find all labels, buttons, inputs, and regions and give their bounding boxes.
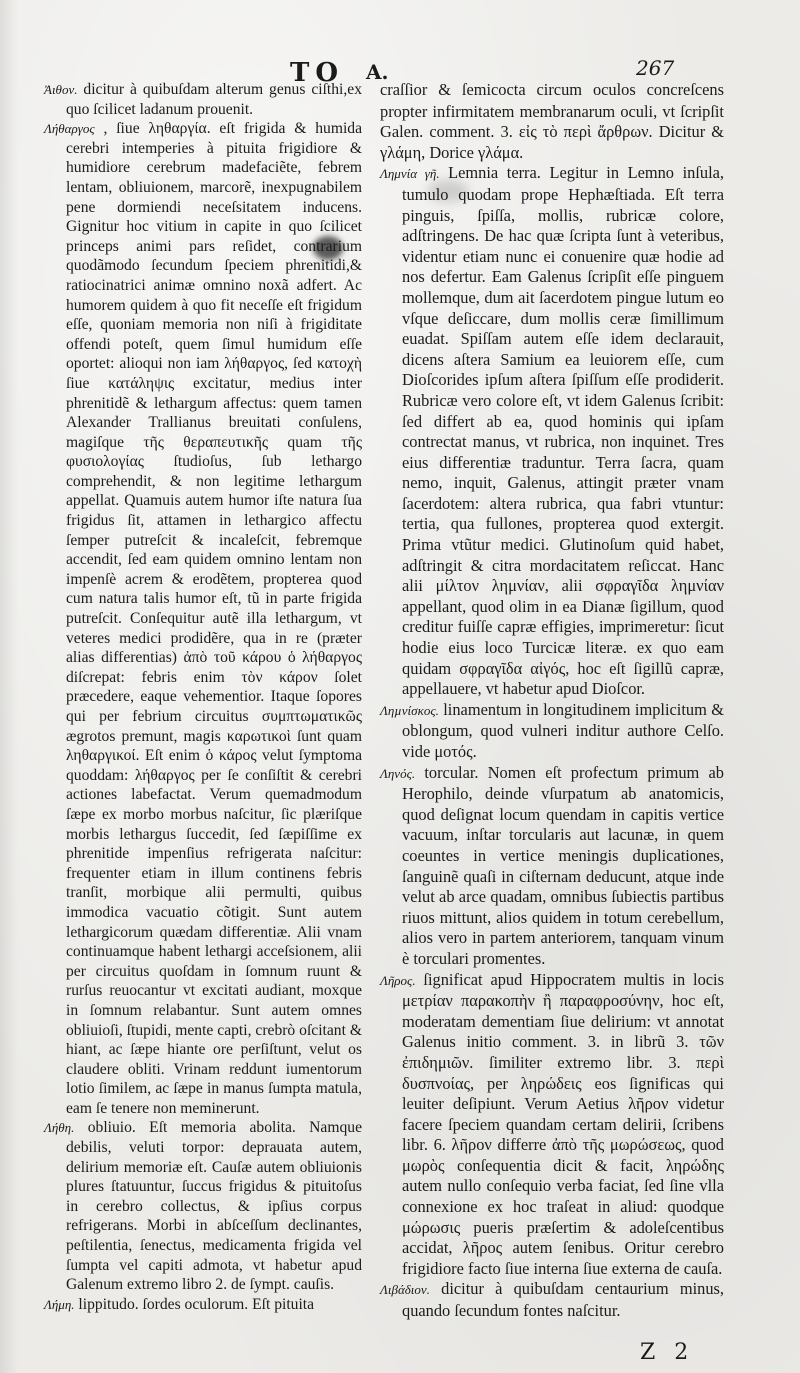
dictionary-entry (44, 80, 362, 119)
entry-headword: Λῆρος. (380, 972, 416, 988)
entry-headword: Λημνία γῆ. (380, 166, 440, 182)
dictionary-entry-continued (380, 80, 724, 163)
entry-headword: Ληνός. (380, 765, 416, 781)
entry-text: , ſiue ληθαργία. eſt frigida & humida cerebri intemperies à pituita frigidiore & humidiore cerebrum madefaciẽte, febrem lentam, obliuionem, marcorẽ, inexpugnabilem pene dormiendi neceſsitatem inducens. Gignitur hoc vitium in capite in quo ſcilicet princeps animi pars reſidet, contrarium quodãmodo ſecundum ſpeciem phrenitidi,& ratiocinatrici animæ omnino noxã adfert. Ac humorem quidem à quo fit neceſſe eſt frigidum eſſe, quoniam memoria non niſi à frigiditate offendi poteſt, quem ſimul humidum eſſe oportet: alioqui non iam λήθαργος, ſed κατοχὴ ſiue κατάληψις excitatur, medius inter phrenitidẽ & lethargum affectus: quem tamen Alexander Trallianus breuitati conſulens, magiſque τῆς θεραπευτικῆς quam τῆς φυσιολογίας ſtudioſus, ſub lethargo comprehendit, & non legitime lethargum appellat. Quamuis autem humor iſte natura ſua frigidus ſit, attamen in lethargico affectu ſemper putreſcit & incaleſcit, febremque accendit, ſed eam quidem omnino lentam non impenſè acrem & erodẽtem, propterea quod cum natura talis humor eſt, tũ in parte frigida putreſcit. Conſequitur autẽ illa lethargum, vt veteres medici prodidẽre, qua in re (præter alias differentias) ἀπὸ τοῦ κάρου ὁ λήθαργος diſcrepat: febris enim τὸν κάρον ſolet præcedere, eaque vehementior. Itaque ſopores qui per febrium circuitus συμπτωματικῶς ægrotos premunt, magis καρωτικοὶ ſunt quam ληθαργικοί. Eſt enim ὁ κάρος velut ſymptoma quoddam: λήθαργος per ſe conſiſtit & cerebri actiones labefactat. Verum quemadmodum ſæpe ex morbo morbus naſcitur, ſic plæriſque morbis lethargus ſuccedit, ſed ſæpiſſime ex phrenitide impenſius refrigerata naſcitur: frequenter etiam in illum continens febris tranſit, morbique alii permulti, quibus immodica vacuatio cõtigit. Sunt autem lethargicorum quædam differentiæ. Alii vnam continuamque habent lethargi acceſsionem, alii per circuitus quoſdam in ſomnum ruunt & rurſus reuocantur vt excitati audiant, moxque in ſomnum relabantur. Sunt autem omnes obliuioſi, ſtupidi, mente capti, crebrò oſcitant & hiant, ac ſæpe hiante ore perſiſtunt, velut os claudere obliti. Vrinam reddunt iumentorum lotio ſimilem, ac ſæpe in manus ſumpta matula, eam ſe tenere non meminerunt. (66, 120, 362, 1117)
entry-text: linamentum in longitudinem implicitum & oblongum, quod vulneri inditur authore Celſo. vide μοτός. (402, 699, 724, 761)
dictionary-entry (44, 1295, 362, 1315)
page-edge-shadow (0, 0, 18, 1373)
right-column (380, 80, 724, 1322)
dictionary-entry (380, 1279, 724, 1321)
dictionary-entry (380, 163, 724, 699)
dictionary-entry (380, 763, 724, 970)
entry-text: craſſior & ſemicocta circum oculos concreſcens propter infirmitatem membranarum oculi, vt ſcripſit Galen. comment. 3. εἰς τὸ περὶ ἄρθρων. Dicitur & γλάμη, Dorice γλάμα. (380, 80, 724, 162)
running-head-letter: A. (366, 60, 389, 84)
left-column (44, 80, 362, 1314)
entry-text: obliuio. Eſt memoria abolita. Namque debilis, veluti torpor: deprauata autem, delirium memoriæ eſt. Cauſæ autem obliuionis plures ſtatuuntur, ſuccus frigidus & pituitoſus in cerebro collectus, & ipſius corpus refrigerans. Morbi in abſceſſum declinantes, peſtilentia, ſenectus, medicamenta frigida vel ſumpta vel capiti admota, vt habetur apud Galenum extremo libro 2. de ſympt. cauſis. (66, 1119, 362, 1294)
dictionary-entry (44, 1118, 362, 1294)
entry-headword: Λήθαργος (44, 121, 95, 137)
entry-headword: Λιβάδιον. (380, 1282, 430, 1298)
dictionary-entry (44, 119, 362, 1118)
entry-headword: Ληµνίσκος. (380, 702, 439, 718)
entry-headword: Λήμη. (44, 1296, 75, 1312)
running-head-left: TO (290, 58, 344, 88)
dictionary-entry (380, 970, 724, 1280)
entry-headword: Λήθη. (44, 1120, 75, 1136)
entry-text: dicitur à quibuſdam alterum genus ciſthi,ex quo ſcilicet ladanum prouenit. (66, 81, 362, 118)
entry-text: dicitur à quibuſdam centaurium minus, quando ſecundum fontes naſcitur. (402, 1279, 724, 1321)
dictionary-entry (380, 700, 724, 763)
page-number: 267 (636, 56, 675, 80)
entry-text: Lemnia terra. Legitur in Lemno inſula, tumulo quodam prope Hephæſtiada. Eſt terra pinguis, ſpiſſa, mollis, rubricæ colore, adſtringens. De hac quæ ſcripta ſunt à veteribus, videntur etiam nunc ei conuenire quæ hodie ad nos defertur. Eam Galenus ſcripſit eſſe pinguem mollemque, dum ait ſacerdotem pingue lutum eo vſque deſiccare, dum mollis ceræ ſimillimum euadat. Spiſſam autem eſſe idem declarauit, dicens aſtera Samium ea leuiorem eſſe, cum Dioſcorides ipſum aſtera ſpiſſum eſſe prodiderit. Rubricæ vero colore eſt, vt idem Galenus ſcribit: ſed differt ab ea, quod hominis qui ipſam contrectat manus, vt rubrica, non inquinet. Tres eius differentiæ traduntur. Terra ſacra, quam nemo, inquit, Galenus, attingit præter vnam ſacerdotem: altera rubrica, qua fabri vtuntur: tertia, qua fullones, propterea quod extergit. Prima vtũtur medici. Glutinoſum quid habet, adſtringit & citra mordacitatem reſiccat. Hanc alii μίλτον λημνίαν, alii σφραγῖδα λημνίαν appellant, quod olim in ea Dianæ ſigillum, quod creditur fuiſſe capræ effigies, imprimeretur: ſicut hodie eius loco Turcicæ literæ. ex quo eam quidam σφραγῖδα αἰγός, hoc eſt ſigillũ capræ, appellauere, vt habetur apud Dioſcor. (402, 163, 724, 699)
entry-text: torcular. Nomen eſt profectum primum ab Herophilo, deinde vſurpatum ab anatomicis, quod deſignat locum quendam in capitis vertice vacuum, inſtar torcularis aut lacunæ, in quem coeuntes in vertice meningis duplicationes, ſanguinẽ quaſi in ciſternam deducunt, atque inde velut ab arce quadam, omnibus ſubiectis partibus riuos mittunt, alios quidem in totum cerebellum, alios vero in partem anteriorem, tanquam vinum è torculari promentes. (402, 762, 724, 968)
entry-text: ſignificat apud Hippocratem multis in locis μετρίαν παρακοπὴν ἢ παραφροσύνην, hoc eſt, moderatam dementiam ſiue delirium: vt annotat Galenus initio comment. 3. in librũ 3. τῶν ἐπιδημιῶν. ſimiliter extremo libr. 3. περὶ δυσπνοίας, per ληρώδεις eos ſignificas qui leuiter deſipiunt. Verum Aetius λῆρον videtur facere ſpeciem quandam certam delirii, ſcribens libr. 6. λῆρον differre ἀπὸ τῆς μωρώσεως, quod μωρὸς conſequentia dicit & facit, ληρώδης autem nullo conſequio verba faciat, ſed ſine vlla connexione ex hoc traſeat in aliud: quodque μώρωσις pueris præſertim & adoleſcentibus accidat, λῆρος autem ſenibus. Oritur cerebro frigidiore facto ſiue interna ſiue externa de cauſa. (402, 969, 724, 1278)
signature-mark: Z 2 (640, 1340, 695, 1365)
entry-headword: Ἀιθον. (44, 82, 78, 97)
entry-text: lippitudo. ſordes oculorum. Eſt pituita (74, 1295, 315, 1313)
